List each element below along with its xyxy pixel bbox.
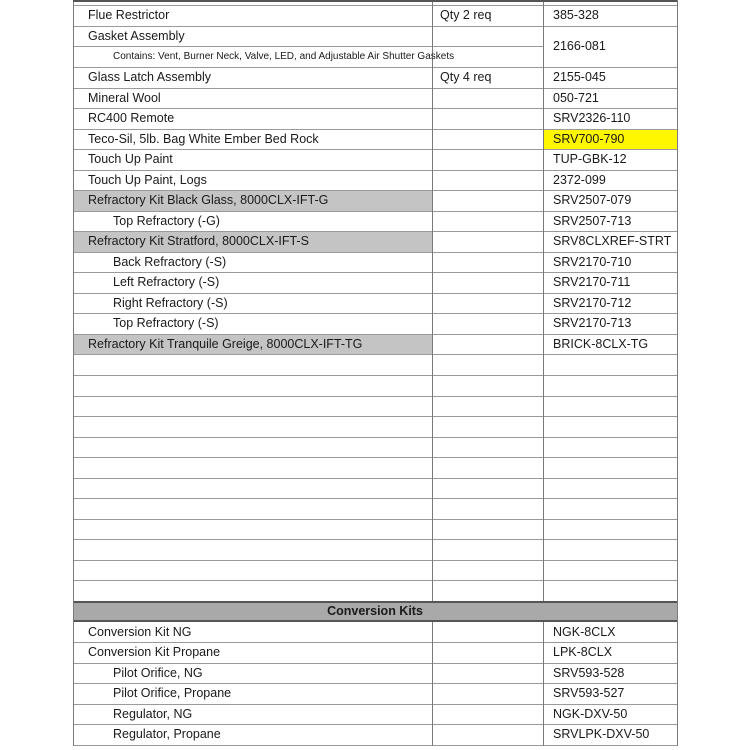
part-description: Refractory Kit Stratford, 8000CLX-IFT-S (88, 234, 309, 248)
row-divider (73, 457, 677, 458)
part-description: Refractory Kit Black Glass, 8000CLX-IFT-G (88, 193, 329, 207)
part-quantity: Qty 4 req (440, 70, 492, 84)
part-description: Touch Up Paint, Logs (88, 173, 207, 187)
column-divider (432, 622, 433, 746)
row-divider (73, 539, 677, 540)
kit-part-number: SRVLPK-DXV-50 (553, 727, 650, 741)
column-divider (73, 0, 74, 746)
part-number: BRICK-8CLX-TG (553, 337, 649, 351)
part-quantity: Qty 2 req (440, 8, 492, 22)
part-description: Flue Restrictor (88, 8, 170, 22)
part-number: 2166-081 (553, 39, 606, 53)
part-number: SRV2170-713 (553, 316, 632, 330)
part-description: Gasket Assembly (88, 29, 185, 43)
part-description: Right Refractory (-S) (113, 296, 228, 310)
part-number: SRV700-790 (553, 132, 625, 146)
part-number: 050-721 (553, 91, 599, 105)
part-description: Top Refractory (-S) (113, 316, 219, 330)
row-divider (73, 416, 677, 417)
part-number: SRV2170-710 (553, 255, 632, 269)
kit-description: Regulator, NG (113, 707, 193, 721)
section-title: Conversion Kits (327, 604, 423, 618)
part-description: Touch Up Paint (88, 152, 173, 166)
row-divider (73, 580, 677, 581)
part-number: SRV2507-713 (553, 214, 632, 228)
row-divider (73, 560, 677, 561)
row-divider (73, 437, 677, 438)
part-number: 2155-045 (553, 70, 606, 84)
part-description: Mineral Wool (88, 91, 161, 105)
kit-description: Pilot Orifice, Propane (113, 686, 232, 700)
part-description: Contains: Vent, Burner Neck, Valve, LED, and Adjustable Air Shutter Gaskets (113, 51, 455, 62)
kit-description: Conversion Kit NG (88, 625, 192, 639)
part-number: SRV2507-079 (553, 193, 632, 207)
part-description: Refractory Kit Tranquile Greige, 8000CLX-IFT-TG (88, 337, 363, 351)
row-divider (73, 354, 677, 355)
kit-part-number: LPK-8CLX (553, 645, 613, 659)
row-divider (73, 478, 677, 479)
row-divider (73, 375, 677, 376)
kit-part-number: SRV593-527 (553, 686, 625, 700)
column-divider (543, 0, 544, 601)
part-description: Left Refractory (-S) (113, 275, 220, 289)
column-divider (543, 622, 544, 746)
kit-description: Pilot Orifice, NG (113, 666, 203, 680)
kit-part-number: NGK-8CLX (553, 625, 616, 639)
part-number: 385-328 (553, 8, 599, 22)
part-number: SRV2326-110 (553, 111, 631, 125)
column-divider (677, 0, 678, 746)
part-number: 2372-099 (553, 173, 606, 187)
part-number: TUP-GBK-12 (553, 152, 627, 166)
table-top-edge (73, 0, 677, 2)
kit-part-number: SRV593-528 (553, 666, 625, 680)
row-divider (73, 396, 677, 397)
part-description: Back Refractory (-S) (113, 255, 227, 269)
row-divider (73, 519, 677, 520)
part-number: SRV2170-712 (553, 296, 632, 310)
part-description: Teco-Sil, 5lb. Bag White Ember Bed Rock (88, 132, 319, 146)
part-description: RC400 Remote (88, 111, 175, 125)
kit-part-number: NGK-DXV-50 (553, 707, 628, 721)
part-number: SRV8CLXREF-STRT (553, 234, 672, 248)
kit-description: Conversion Kit Propane (88, 645, 221, 659)
part-number: SRV2170-711 (553, 275, 631, 289)
kit-description: Regulator, Propane (113, 727, 221, 741)
part-description: Glass Latch Assembly (88, 70, 211, 84)
row-divider (73, 498, 677, 499)
part-description: Top Refractory (-G) (113, 214, 220, 228)
row-divider (73, 745, 677, 746)
